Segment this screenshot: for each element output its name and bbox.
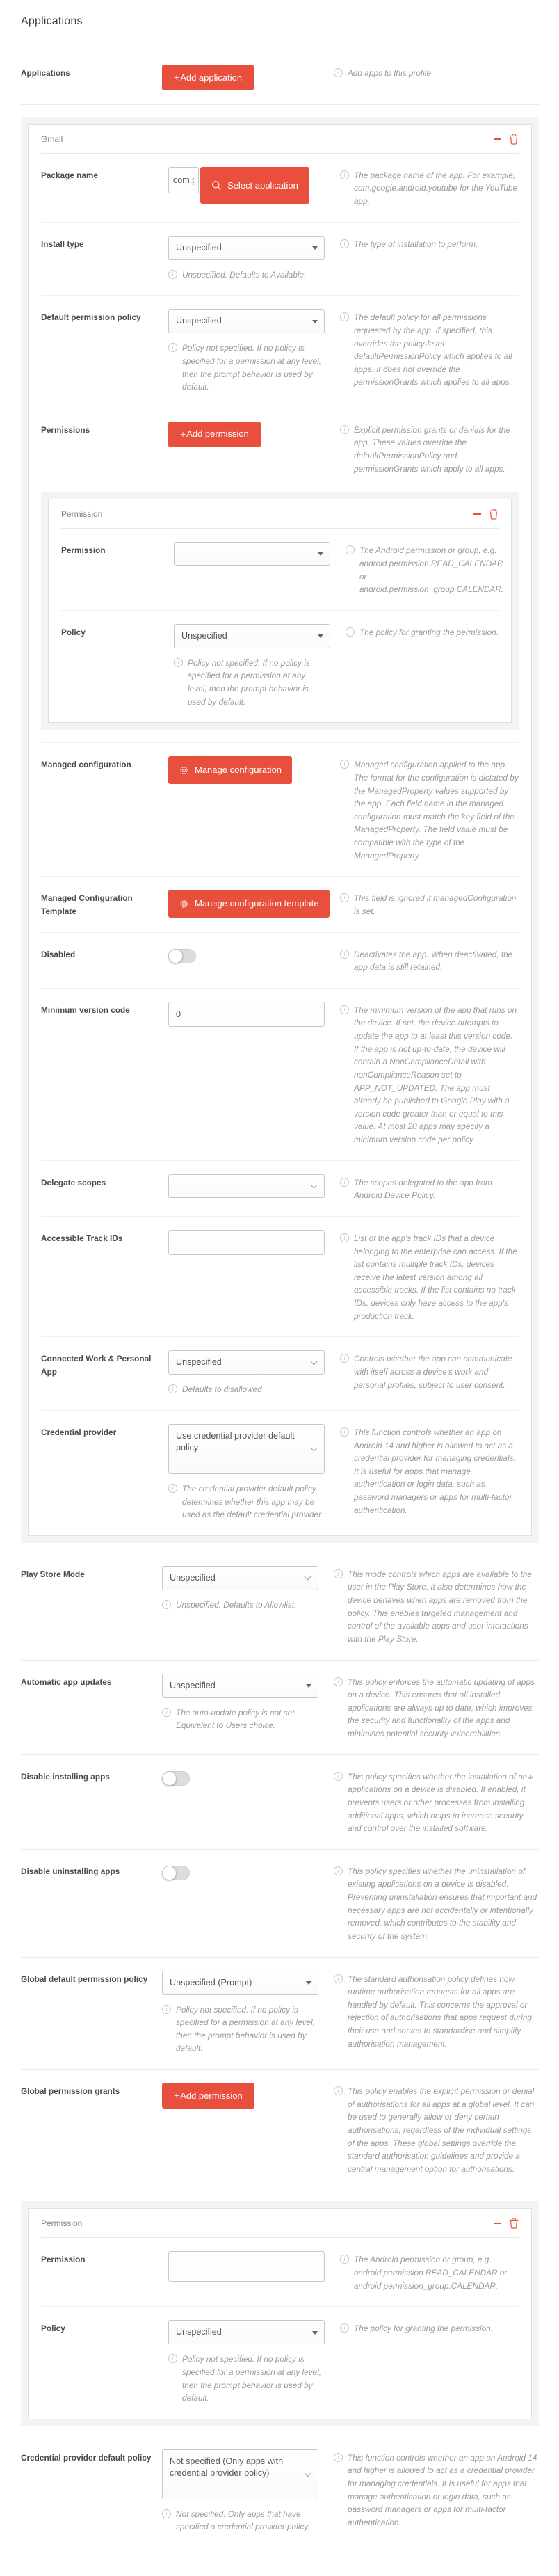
row-credential-provider-default-policy xyxy=(21,2436,539,2547)
caret-down-icon xyxy=(318,634,323,638)
automatic-app-updates-info xyxy=(334,1674,539,1741)
help-text: Unspecified. Defaults to Allowlist. xyxy=(176,1599,297,1610)
disabled-info xyxy=(340,946,519,974)
global-permission-card-header xyxy=(41,2209,519,2238)
row-delegate-scopes xyxy=(41,1161,519,1217)
row-default-permission-policy xyxy=(41,296,519,408)
policy-value: Unspecified xyxy=(181,630,227,641)
managed-configuration-info xyxy=(340,756,519,862)
disable-installing-apps-info xyxy=(334,1768,539,1835)
permission-card-header xyxy=(61,499,499,529)
add-permission-button[interactable] xyxy=(168,422,261,447)
info-icon: i xyxy=(340,1005,349,1014)
manage-configuration-button-label: Manage configuration xyxy=(195,765,282,776)
package-name-label: Package name xyxy=(41,170,98,180)
package-name-info xyxy=(340,167,519,208)
caret-down-icon xyxy=(306,1684,311,1688)
disable-uninstalling-apps-info xyxy=(334,1863,539,1943)
info-icon: i xyxy=(334,1677,343,1686)
global-policy-label: Policy xyxy=(41,2323,65,2334)
caret-down-icon xyxy=(312,2331,318,2335)
connected-work-personal-app-info xyxy=(340,1350,519,1396)
help-text: Unspecified. Defaults to Available. xyxy=(182,269,307,280)
caret-down-icon xyxy=(306,1981,311,1985)
manage-configuration-template-button-label: Manage configuration template xyxy=(195,898,319,909)
install-type-label: Install type xyxy=(41,239,84,249)
default-permission-policy-help xyxy=(168,342,331,394)
global-permission-input[interactable] xyxy=(168,2251,325,2282)
credential-provider-value: Use credential provider default policy xyxy=(176,1430,295,1453)
info-icon: i xyxy=(334,1569,343,1578)
automatic-app-updates-label: Automatic app updates xyxy=(21,1677,112,1687)
connected-work-personal-app-value: Unspecified xyxy=(176,1357,222,1368)
info-icon: i xyxy=(340,893,349,902)
credential-provider-default-policy-value: Not specified (Only apps with credential provider policy) xyxy=(170,2456,284,2478)
global-default-permission-policy-info xyxy=(334,1971,539,2056)
play-store-mode-help xyxy=(162,1599,325,1612)
global-policy-info xyxy=(340,2320,519,2405)
info-text: The scopes delegated to the app from Android Device Policy. xyxy=(354,1177,492,1201)
delete-permission-icon[interactable] xyxy=(489,509,499,520)
info-text: The minimum version of the app that runs on the device. If set, the device attempts to update the app to at least this version code. If the app is not up-to-date, the device will contain a NonComplianceDetail with nonComplianceReason set to APP_NOT_UPDATED. The app must already be published to Google Play with a version code greater than or equal to this value. At most 20 apps may specify a minimum version code per policy. xyxy=(354,1005,517,1145)
info-text: The package name of the app. For example, com.google.android.youtube for the YouTube app. xyxy=(354,170,518,207)
plus-icon: + xyxy=(180,428,186,440)
add-permission-button-label: Add permission xyxy=(186,429,249,440)
permission-select[interactable] xyxy=(174,542,330,566)
gear-icon xyxy=(179,899,189,909)
info-text: The policy for granting the permission. xyxy=(359,627,499,637)
play-store-mode-info xyxy=(334,1566,539,1646)
info-text: This policy specifies whether the uninstallation of existing applications on a device is disabled. Preventing uninstallation ensures that important and necessary apps are not accidentally or intentionally removed, which contributes to the stability and security of the system. xyxy=(348,1866,537,1941)
permission-card xyxy=(48,499,512,723)
install-type-value: Unspecified xyxy=(176,242,222,253)
minus-icon xyxy=(493,134,502,144)
row-connected-work-personal-app xyxy=(41,1337,519,1411)
info-icon: i xyxy=(334,1866,343,1875)
install-type-select[interactable] xyxy=(168,236,325,260)
info-icon: i xyxy=(340,312,349,321)
gear-icon xyxy=(179,765,189,776)
caret-down-icon xyxy=(312,246,318,250)
info-text: List of the app's track IDs that a device belonging to the enterprise can access. If the list contains multiple track IDs, devices receive the latest version among all accessible tracks. If the list contains no track IDs, devices only have access to the app's production track. xyxy=(354,1233,517,1321)
row-policy xyxy=(61,611,499,723)
connected-work-personal-app-select[interactable] xyxy=(168,1350,325,1375)
manage-configuration-button[interactable] xyxy=(168,756,292,784)
credential-provider-info xyxy=(340,1424,519,1521)
disable-installing-apps-toggle[interactable] xyxy=(162,1771,190,1786)
managed-configuration-template-label: Managed Configuration Template xyxy=(41,893,133,916)
info-text: The Android permission or group, e.g. android.permission.READ_CALENDAR or android.permission_group.CALENDAR. xyxy=(354,2255,508,2291)
help-text: Policy not specified. If no policy is specified for a permission at any level, then the prompt behavior is used by default. xyxy=(188,657,310,707)
permission-card-wrap xyxy=(41,489,519,742)
policy-info xyxy=(346,624,499,709)
install-type-info xyxy=(340,236,519,282)
info-icon: i xyxy=(162,1600,171,1609)
info-text: Deactivates the app. When deactivated, the app data is still retained. xyxy=(354,949,513,973)
applications-info xyxy=(334,65,539,90)
info-icon: i xyxy=(340,1354,349,1363)
info-icon: i xyxy=(168,2354,177,2363)
global-policy-value: Unspecified xyxy=(176,2327,222,2337)
minimum-version-code-info xyxy=(340,1002,519,1146)
trash-icon xyxy=(489,509,499,520)
info-text: Managed configuration applied to the app. The format for the configuration is dictated by the ManagedProperty values supported by the app. Each field name in the managed configuration must match the key field of the ManagedProperty. The field value must be compatible with the type of the ManagedProperty xyxy=(354,760,519,861)
info-icon: i xyxy=(334,2086,343,2095)
play-store-mode-value: Unspecified xyxy=(170,1572,216,1583)
permissions-label: Permissions xyxy=(41,424,90,435)
play-store-mode-select[interactable] xyxy=(162,1566,318,1590)
application-card-header xyxy=(41,125,519,154)
default-permission-policy-select[interactable] xyxy=(168,309,325,333)
info-text: This policy enforces the automatic updating of apps on a device. This ensures that all installed applications are always up to date, which improves the security and functionality of the apps and minimises potential security vulnerabilities. xyxy=(348,1677,535,1739)
row-play-store-mode xyxy=(21,1553,539,1661)
policy-help xyxy=(174,657,320,709)
info-text: This policy enables the explicit permission or denial of authorisations for all apps at a global level. It can be used to generally allow or deny certain authorisations, regardless of the individual settings of the apps. These global settings override the standard authorisation guidelines and provide a central management option for authorisations. xyxy=(348,2086,535,2174)
info-icon: i xyxy=(340,425,349,434)
application-card-container xyxy=(21,117,539,1543)
global-policy-select[interactable] xyxy=(168,2320,325,2344)
info-icon: i xyxy=(334,2453,343,2462)
application-card-gmail xyxy=(28,124,532,1536)
disable-uninstalling-apps-label: Disable uninstalling apps xyxy=(21,1866,120,1876)
row-managed-configuration-template xyxy=(41,877,519,932)
add-application-button[interactable] xyxy=(162,65,254,90)
info-icon: i xyxy=(340,760,349,769)
permission-card-container xyxy=(41,492,519,730)
row-disable-uninstalling-apps xyxy=(21,1850,539,1958)
info-icon: i xyxy=(340,1178,349,1187)
info-icon: i xyxy=(346,627,355,637)
row-install-type xyxy=(41,223,519,296)
row-disabled xyxy=(41,933,519,989)
help-text: Policy not specified. If no policy is specified for a permission at any level, then the prompt behavior is used by default. xyxy=(182,2354,321,2403)
info-icon: i xyxy=(340,2255,349,2264)
credential-provider-default-policy-info xyxy=(334,2449,539,2534)
toggle-knob xyxy=(162,1866,177,1880)
info-icon: i xyxy=(340,170,349,179)
global-permission-label: Permission xyxy=(41,2255,86,2265)
chevron-down-icon xyxy=(311,1358,318,1365)
policy-select[interactable] xyxy=(174,624,330,648)
info-icon: i xyxy=(334,1974,343,1983)
global-policy-help xyxy=(168,2353,331,2405)
credential-provider-default-policy-help xyxy=(162,2508,325,2534)
accessible-track-ids-label: Accessible Track IDs xyxy=(41,1233,123,1243)
manage-configuration-template-button[interactable] xyxy=(168,890,330,918)
help-text: Defaults to disallowed xyxy=(182,1384,262,1395)
info-icon: i xyxy=(334,68,343,77)
permission-card-title: Permission xyxy=(61,509,103,520)
credential-provider-default-policy-select[interactable] xyxy=(162,2449,318,2499)
global-permission-card-container xyxy=(21,2201,539,2426)
info-icon: i xyxy=(168,270,177,279)
info-text: The default policy for all permissions requested by the app. If specified, this overrides the policy-level defaultPermissionPolicy which applies to all apps. It does not override the permissionGrants which applies to all apps. xyxy=(354,312,512,387)
info-icon: i xyxy=(340,239,349,248)
info-text: The Android permission or group, e.g. android.permission.READ_CALENDAR or android.permission_group.CALENDAR. xyxy=(359,545,504,595)
global-default-permission-policy-select[interactable] xyxy=(162,1971,318,1995)
info-text: This field is ignored if managedConfiguration is set. xyxy=(354,893,517,916)
help-text: The credential provider default policy determines whether this app may be used as the default credential provider. xyxy=(182,1483,323,1520)
play-store-mode-label: Play Store Mode xyxy=(21,1569,85,1579)
chevron-down-icon xyxy=(305,2470,311,2477)
install-type-help xyxy=(168,269,331,282)
minus-icon xyxy=(493,2218,502,2228)
collapse-permission-icon[interactable] xyxy=(473,509,482,519)
plus-icon: + xyxy=(174,72,180,83)
toggle-knob xyxy=(162,1771,177,1786)
global-permission-card-title: Permission xyxy=(41,2218,83,2229)
info-text: This function controls whether an app on Android 14 and higher is allowed to act as a credential provider for managing credentials. It is useful for apps that manage authentication or login data, such as password managers or apps for multi-factor authentication. xyxy=(354,1427,516,1515)
plus-icon: + xyxy=(174,2090,180,2102)
row-global-policy xyxy=(41,2307,519,2419)
credential-provider-select[interactable] xyxy=(168,1424,325,1474)
trash-icon xyxy=(509,2218,519,2229)
row-global-permission-grants xyxy=(21,2070,539,2189)
accessible-track-ids-info xyxy=(340,1230,519,1322)
select-application-button[interactable] xyxy=(200,167,309,205)
package-name-input[interactable] xyxy=(168,167,199,193)
permissions-info xyxy=(340,422,519,476)
connected-work-personal-app-label: Connected Work & Personal App xyxy=(41,1354,152,1377)
disable-uninstalling-apps-toggle[interactable] xyxy=(162,1866,190,1880)
chevron-down-icon xyxy=(311,1444,318,1451)
automatic-app-updates-help xyxy=(162,1706,325,1732)
caret-down-icon xyxy=(312,320,318,323)
help-text: Policy not specified. If no policy is specified for a permission at any level, then the prompt behavior is used by default. xyxy=(176,2004,315,2054)
row-automatic-app-updates xyxy=(21,1661,539,1755)
info-icon: i xyxy=(340,1233,349,1242)
managed-configuration-template-info xyxy=(340,890,519,918)
row-disable-installing-apps xyxy=(21,1755,539,1850)
application-card-title: Gmail xyxy=(41,134,63,144)
page-title: Applications xyxy=(21,15,83,27)
info-icon: i xyxy=(340,950,349,959)
info-text: The standard authorisation policy defines how runtime authorisation requests for all apps are handled by default. This concerns the approval or rejection of authorisations that apps request during their use and serves to standardise and simplify authorisation management. xyxy=(348,1974,532,2049)
info-text: Explicit permission grants or denials for the app. These values override the defaultPermissionPolicy and permissionGrants which apply to all apps. xyxy=(354,424,510,474)
info-text: This function controls whether an app on Android 14 and higher is allowed to act as a credential provider for managing credentials. It is useful for apps that manage authentication or login data, such as password managers or apps for multi-factor authentication. xyxy=(348,2452,537,2527)
info-icon: i xyxy=(346,545,355,554)
credential-provider-default-policy-label: Credential provider default policy xyxy=(21,2452,152,2463)
info-icon: i xyxy=(168,1484,177,1493)
disabled-label: Disabled xyxy=(41,949,76,959)
permission-label: Permission xyxy=(61,545,106,556)
row-permissions xyxy=(41,408,519,490)
trash-icon xyxy=(509,134,519,145)
info-icon: i xyxy=(162,1708,171,1717)
info-text: This mode controls which apps are available to the user in the Play Store. It also determines how the device behaves when apps are removed from the policy. This enables targeted management and control of the available apps and user interactions with the Play Store. xyxy=(348,1569,532,1644)
help-text: Not specified. Only apps that have specified a credential provider policy. xyxy=(176,2509,310,2532)
managed-configuration-label: Managed configuration xyxy=(41,760,131,770)
info-icon: i xyxy=(340,2323,349,2333)
info-icon: i xyxy=(340,1427,349,1437)
minimum-version-code-label: Minimum version code xyxy=(41,1005,130,1015)
search-icon xyxy=(211,180,222,191)
automatic-app-updates-value: Unspecified xyxy=(170,1680,216,1690)
row-credential-provider xyxy=(41,1411,519,1535)
disable-installing-apps-label: Disable installing apps xyxy=(21,1771,110,1782)
delegate-scopes-info xyxy=(340,1174,519,1202)
global-permission-grants-info xyxy=(334,2083,539,2175)
row-global-default-permission-policy xyxy=(21,1958,539,2070)
default-permission-policy-info xyxy=(340,309,519,394)
minimum-version-code-input[interactable] xyxy=(168,1002,325,1027)
row-minimum-version-code xyxy=(41,989,519,1161)
global-permission-card xyxy=(28,2208,532,2419)
row-accessible-track-ids xyxy=(41,1217,519,1337)
global-permission-info xyxy=(340,2251,519,2292)
info-icon: i xyxy=(162,2509,171,2518)
chevron-down-icon xyxy=(311,1181,318,1188)
disabled-toggle[interactable] xyxy=(168,949,196,963)
row-applications xyxy=(21,51,539,105)
minus-icon xyxy=(473,509,482,519)
help-text: Policy not specified. If no policy is specified for a permission at any level, then the prompt behavior is used by default. xyxy=(182,343,321,392)
credential-provider-label: Credential provider xyxy=(41,1427,117,1437)
info-icon: i xyxy=(334,1772,343,1781)
info-text: The policy for granting the permission. xyxy=(354,2323,493,2334)
add-global-permission-button[interactable] xyxy=(162,2083,254,2109)
toggle-knob xyxy=(168,949,183,963)
delete-global-permission-icon[interactable] xyxy=(509,2218,519,2229)
delegate-scopes-label: Delegate scopes xyxy=(41,1177,106,1187)
row-managed-configuration xyxy=(41,742,519,877)
default-permission-policy-value: Unspecified xyxy=(176,316,222,326)
accessible-track-ids-input[interactable] xyxy=(168,1230,325,1255)
info-icon: i xyxy=(168,1384,177,1393)
info-text: This policy specifies whether the installation of new applications on a device is disabled. If enabled, it prevents users or other processes from installing additional apps, which helps to increase security and control over the installed software. xyxy=(348,1771,533,1834)
collapse-application-icon[interactable] xyxy=(493,134,502,144)
caret-down-icon xyxy=(318,552,323,556)
info-text: Add apps to this profile xyxy=(348,68,432,78)
credential-provider-help xyxy=(168,1482,331,1521)
info-icon: i xyxy=(168,343,177,352)
info-text: Controls whether the app can communicate with itself across a device's work and personal profiles, subject to user consent. xyxy=(354,1354,512,1390)
global-default-permission-policy-value: Unspecified (Prompt) xyxy=(170,1977,252,1987)
add-application-button-label: Add application xyxy=(180,72,243,83)
global-default-permission-policy-label: Global default permission policy xyxy=(21,1974,148,1984)
row-permission xyxy=(61,529,504,611)
info-text: The type of installation to perform. xyxy=(354,239,478,249)
delegate-scopes-select[interactable] xyxy=(168,1174,325,1198)
row-global-permission xyxy=(41,2238,519,2307)
global-permission-grants-label: Global permission grants xyxy=(21,2086,120,2097)
info-icon: i xyxy=(162,2005,171,2014)
info-icon: i xyxy=(174,658,183,667)
help-text: The auto-update policy is not set. Equivalent to Users choice. xyxy=(176,1707,297,1731)
global-default-permission-policy-help xyxy=(162,2003,325,2056)
connected-work-personal-app-help xyxy=(168,1383,331,1396)
default-permission-policy-label: Default permission policy xyxy=(41,312,141,323)
policy-label: Policy xyxy=(61,627,86,637)
applications-label: Applications xyxy=(21,68,70,78)
row-package-name xyxy=(41,154,519,223)
delete-application-icon[interactable] xyxy=(509,134,519,145)
automatic-app-updates-select[interactable] xyxy=(162,1674,318,1698)
permission-info xyxy=(346,542,503,596)
collapse-global-permission-icon[interactable] xyxy=(493,2218,502,2228)
chevron-down-icon xyxy=(305,1574,311,1581)
select-application-button-label: Select application xyxy=(227,179,298,191)
add-global-permission-button-label: Add permission xyxy=(180,2090,243,2101)
